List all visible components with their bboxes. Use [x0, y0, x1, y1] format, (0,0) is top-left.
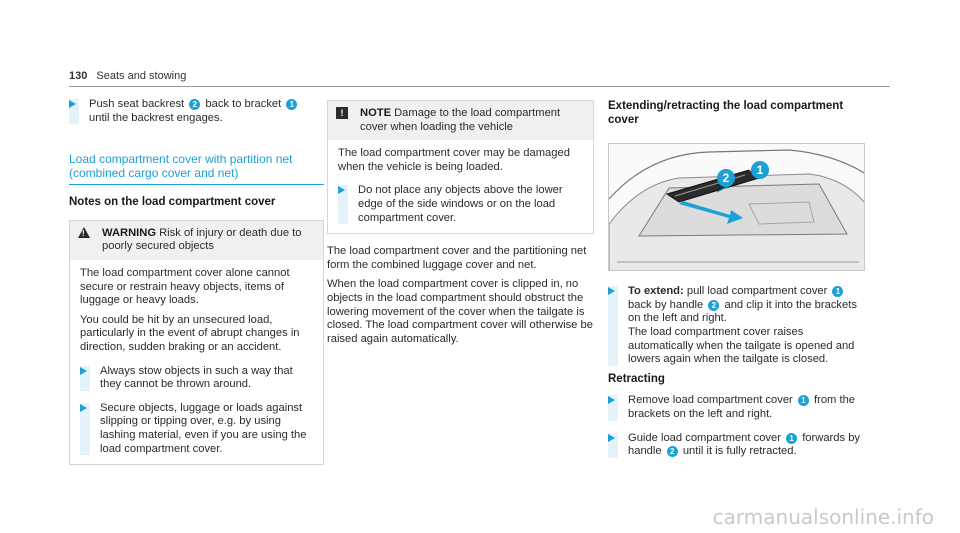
extend-retract-heading: Extending/retracting the load compartment cover: [608, 100, 844, 126]
callout-badge: 1: [286, 99, 297, 110]
extend-label: To extend:: [628, 285, 684, 298]
warning-para-2: You could be hit by an unsecured load, particularly in the event of abrupt changes in direction, sudden braking or an accident.: [80, 313, 300, 353]
warning-body: [70, 260, 323, 464]
step-arrow-icon: [80, 404, 87, 412]
body-para-2: When the load compartment cover is clipped in, no objects in the load compartment should obstruct the lowering movement of the cover when the tailgate is closed. The load compartment cover will otherwise be raised again automatically.: [327, 278, 593, 345]
watermark: carmanualsonline.info: [712, 505, 934, 530]
notes-heading: Notes on the load compartment cover: [69, 196, 276, 209]
note-para-1: The load compartment cover may be damaged when the vehicle is being loaded.: [338, 147, 570, 173]
note-step-1: Do not place any objects above the lower edge of the side windows or on the load compartment cover.: [338, 184, 583, 225]
callout-badge: 1: [832, 286, 843, 297]
callout-badge: 2: [708, 300, 719, 311]
step-arrow-icon: [69, 100, 76, 108]
warning-head-text: Risk of injury or death due to poorly secured objects: [102, 226, 302, 253]
note-head-text: Damage to the load compartment cover when loading the vehicle: [360, 107, 561, 133]
header-divider: [69, 86, 890, 87]
step-arrow-icon: [608, 287, 615, 295]
step-arrow-icon: [338, 186, 345, 194]
section-heading-rule: [69, 184, 324, 185]
warning-label: WARNING: [102, 226, 157, 239]
load-cover-illustration: [608, 143, 865, 271]
retracting-heading: Retracting: [608, 372, 665, 385]
step-arrow-icon: [608, 396, 615, 404]
column-right: [608, 98, 866, 459]
column-middle: [327, 98, 594, 346]
warning-step-1: Always stow objects in such a way that they cannot be thrown around.: [80, 365, 313, 392]
warning-step-2: Secure objects, luggage or loads against slipping or tipping over, e.g. by using lashing material, even if you are using the load compartment cover.: [80, 402, 313, 456]
page-header: [69, 70, 186, 84]
step-extend: To extend: pull load compartment cover 1 back by handle 2 and clip it into the brackets on the left and right. The load compartment cover raises automatically when the tailgate is opened and lowers again when the tailgate is closed.: [608, 285, 866, 367]
section-title: Seats and stowing: [96, 70, 187, 82]
section-heading: Load compartment cover with partition net (combined cargo cover and net): [69, 152, 293, 181]
callout-badge: 2: [667, 446, 678, 457]
column-left: [69, 98, 324, 465]
callout-badge: 1: [786, 433, 797, 444]
step-guide: Guide load compartment cover 1 forwards by handle 2 until it is fully retracted.: [608, 432, 866, 459]
step-arrow-icon: [608, 434, 615, 442]
note-icon: !: [336, 107, 348, 119]
callout-badge: 2: [189, 99, 200, 110]
note-box: [327, 100, 594, 234]
step-text: Push seat backrest 2 back to bracket 1 until the backrest engages.: [89, 98, 324, 125]
illustration-svg: [609, 144, 865, 271]
callout-badge: 1: [798, 395, 809, 406]
note-label: NOTE: [360, 107, 392, 119]
warning-icon: !: [78, 227, 90, 238]
note-body: [328, 140, 593, 233]
warning-para-1: The load compartment cover alone cannot secure or restrain heavy objects, items of luggage or heavy loads.: [80, 266, 290, 307]
step-push-backrest: [69, 98, 324, 125]
body-para-1: The load compartment cover and the partitioning net form the combined luggage cover and net.: [327, 245, 587, 271]
figure-callout-2: 2: [717, 169, 735, 187]
step-remove: Remove load compartment cover 1 from the brackets on the left and right.: [608, 394, 866, 421]
step-arrow-icon: [80, 367, 87, 375]
warning-header: [70, 221, 323, 260]
page-number: 130: [69, 70, 88, 82]
warning-box: [69, 220, 324, 465]
figure-callout-1: 1: [751, 161, 769, 179]
note-header: [328, 101, 593, 140]
